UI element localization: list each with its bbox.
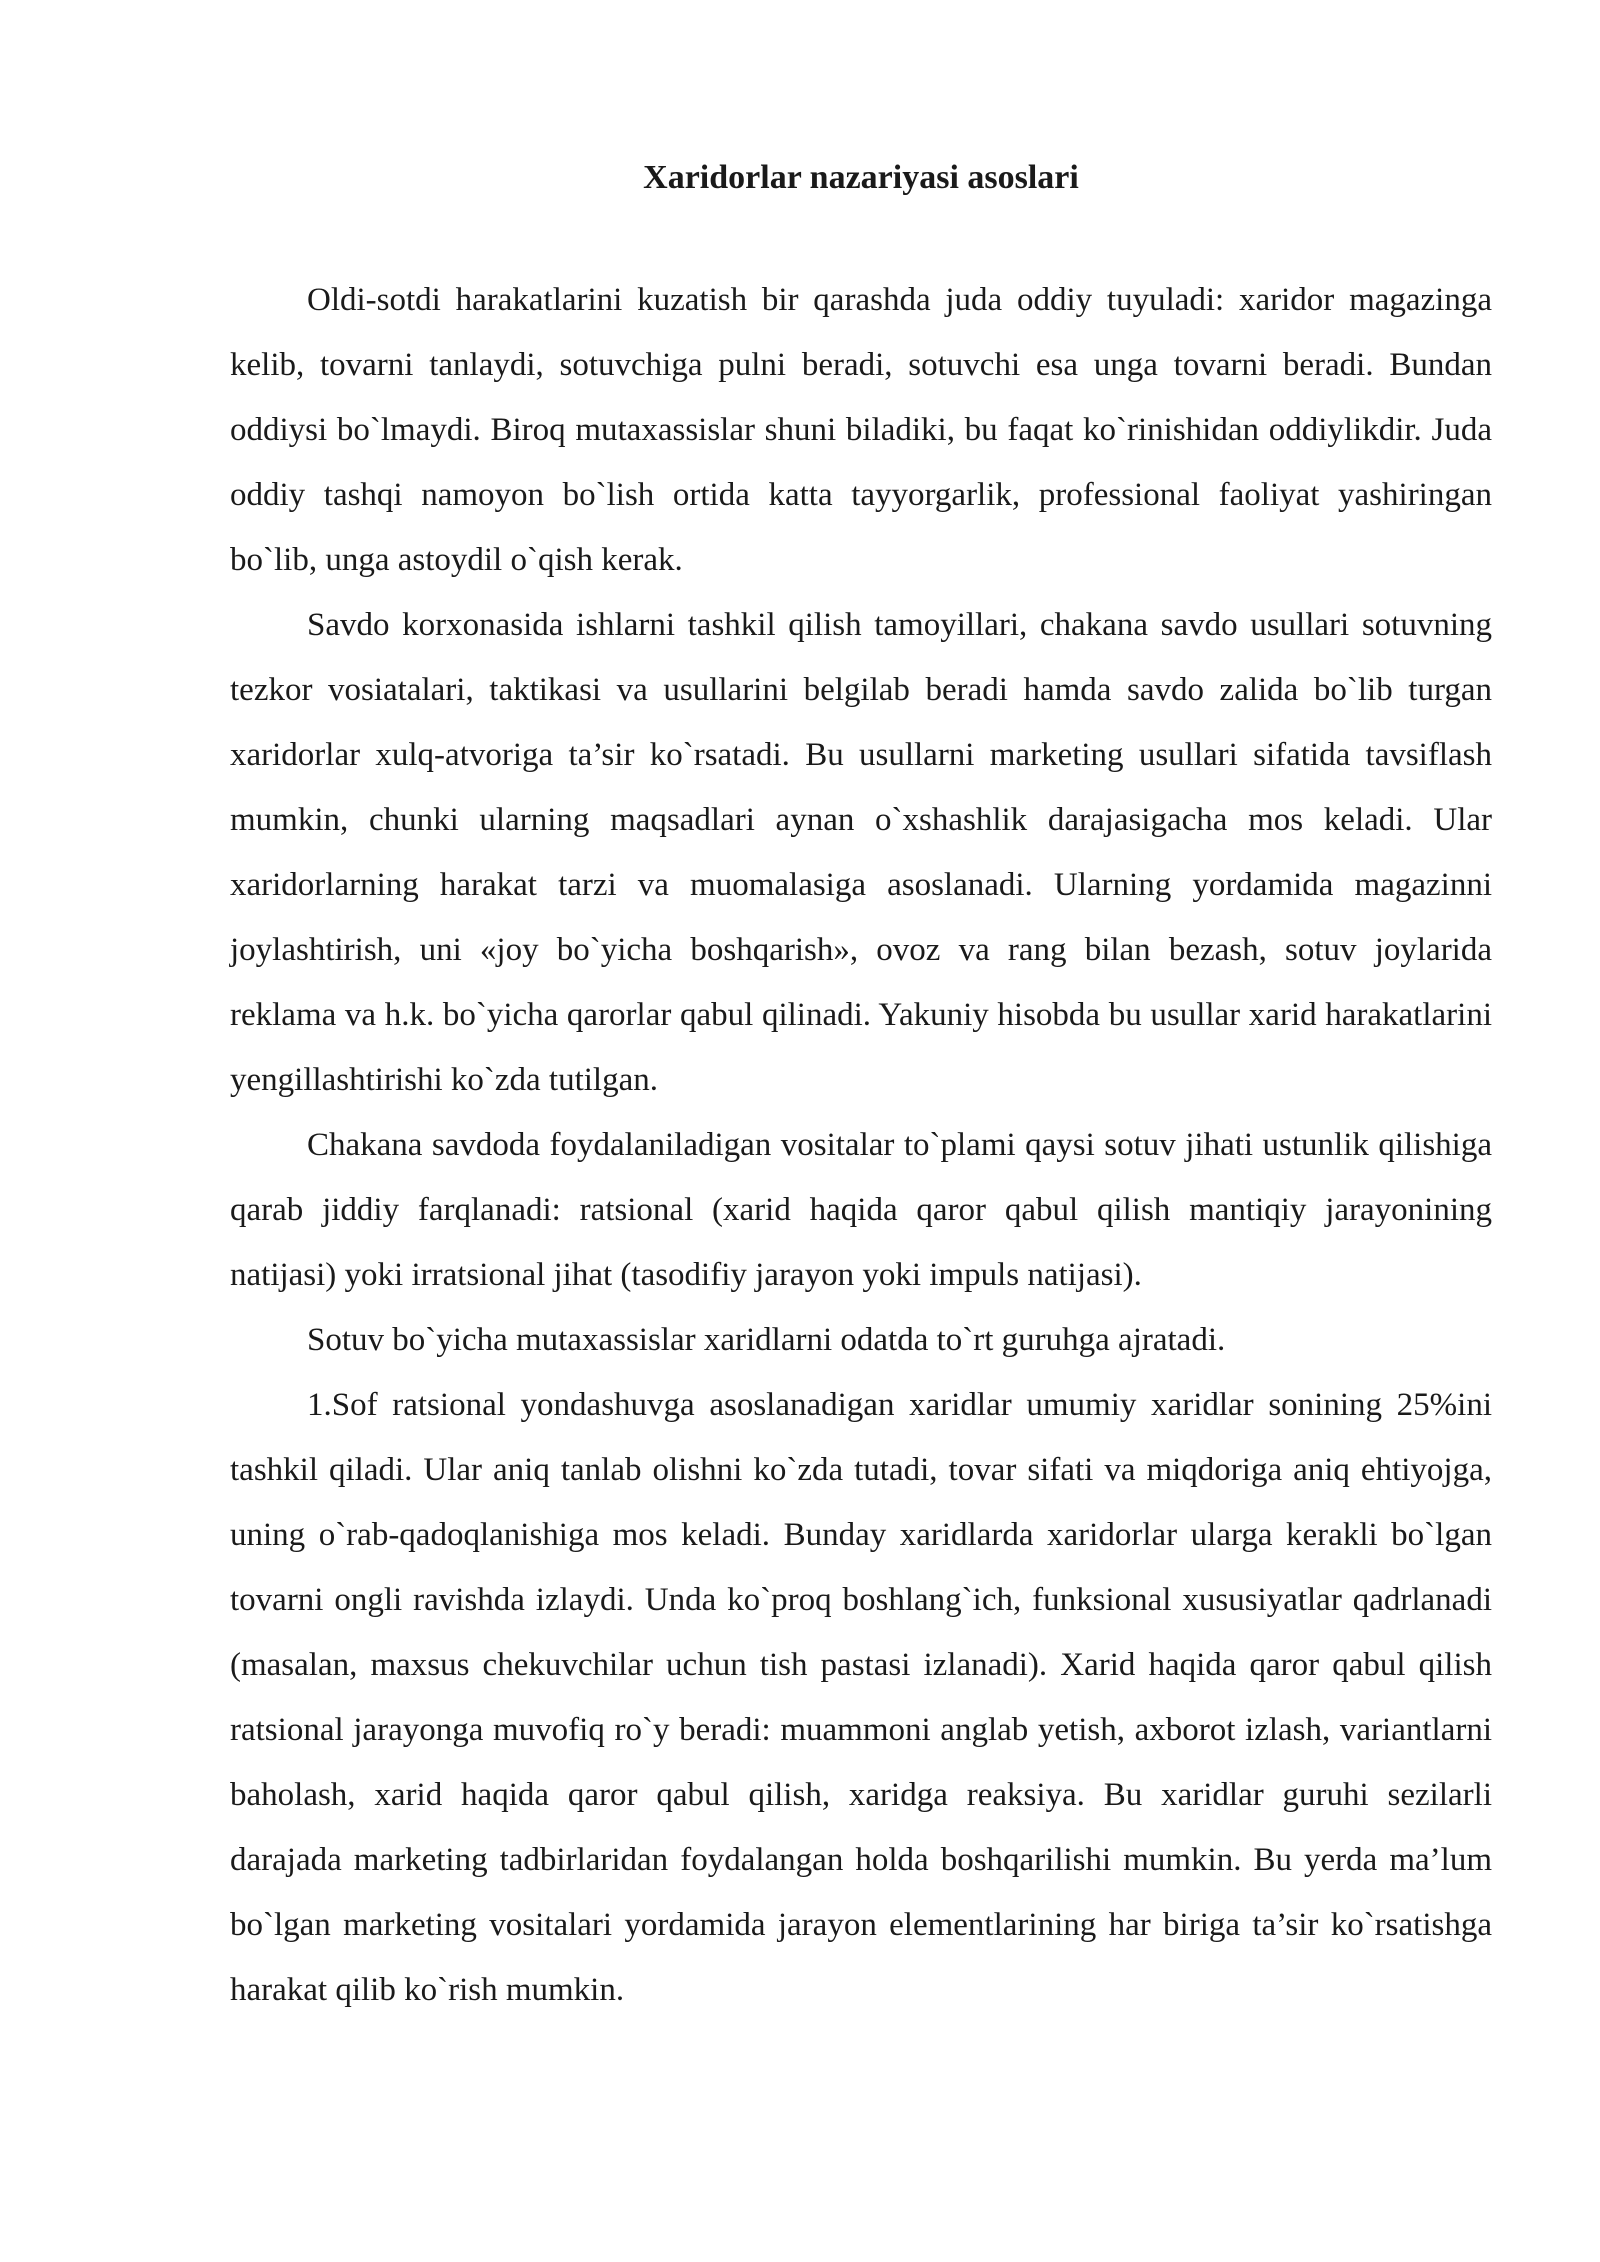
paragraph-rational-purchases: 1.Sof ratsional yondashuvga asoslanadigan xaridlar umumiy xaridlar sonining 25%ini tashkil qiladi. Ular aniq tanlab olishni ko`zda tutadi, tovar sifati va miqdoriga aniq ehtiyojga, uning o`rab-qadoqlanishiga mos keladi. Bunday xaridlarda xaridorlar ularga kerakli bo`lgan tovarni ongli ravishda izlaydi. Unda ko`proq boshlang`ich, funksional xususiyatlar qadrlanadi (masalan, maxsus chekuvchilar uchun tish pastasi izlanadi). Xarid haqida qaror qabul qilish ratsional jarayonga muvofiq ro`y beradi: muammoni anglab yetish, axborot izlash, variantlarni baholash, xarid haqida qaror qabul qilish, xaridga reaksiya. Bu xaridlar guruhi sezilarli darajada marketing tadbirlaridan foydalangan holda boshqarilishi mumkin. Bu yerda ma’lum bo`lgan marketing vositalari yordamida jarayon elementlarining har biriga ta’sir ko`rsatishga harakat qilib ko`rish mumkin. xyxy=(230,1387,1492,2008)
paragraph-retail-methods: Savdo korxonasida ishlarni tashkil qilish tamoyillari, chakana savdo usullari sotuvning tezkor vosiatalari, taktikasi va usullarini belgilab beradi hamda savdo zalida bo`lib turgan xaridorlar xulq-atvoriga ta’sir ko`rsatadi. Bu usullarni marketing usullari sifatida tavsiflash mumkin, chunki ularning maqsadlari aynan o`xshashlik darajasigacha mos keladi. Ular xaridorlarning harakat tarzi va muomalasiga asoslanadi. Ularning yordamida magazinni joylashtirish, uni «joy bo`yicha boshqarish», ovoz va rang bilan bezash, sotuv joylarida reklama va h.k. bo`yicha qarorlar qabul qilinadi. Yakuniy hisobda bu usullar xarid harakatlarini yengillashtirishi ko`zda tutilgan. xyxy=(230,607,1492,1098)
document-title: Xaridorlar nazariyasi asoslari xyxy=(643,159,1079,196)
paragraph-retail-tools: Chakana savdoda foydalaniladigan vositalar to`plami qaysi sotuv jihati ustunlik qilishiga qarab jiddiy farqlanadi: ratsional (xarid haqida qaror qabul qilish mantiqiy jarayonining natijasi) yoki irratsional jihat (tasodifiy jarayon yoki impuls natijasi). xyxy=(230,1127,1492,1293)
paragraph-four-groups: Sotuv bo`yicha mutaxassislar xaridlarni odatda to`rt guruhga ajratadi. xyxy=(307,1322,1226,1358)
paragraph-intro: Oldi-sotdi harakatlarini kuzatish bir qarashda juda oddiy tuyuladi: xaridor magazinga kelib, tovarni tanlaydi, sotuvchiga pulni beradi, sotuvchi esa unga tovarni beradi. Bundan oddiysi bo`lmaydi. Biroq mutaxassislar shuni biladiki, bu faqat ko`rinishidan oddiylikdir. Juda oddiy tashqi namoyon bo`lish ortida katta tayyorgarlik, professional faoliyat yashiringan bo`lib, unga astoydil o`qish kerak. xyxy=(230,282,1492,578)
document-body xyxy=(230,148,1492,2023)
